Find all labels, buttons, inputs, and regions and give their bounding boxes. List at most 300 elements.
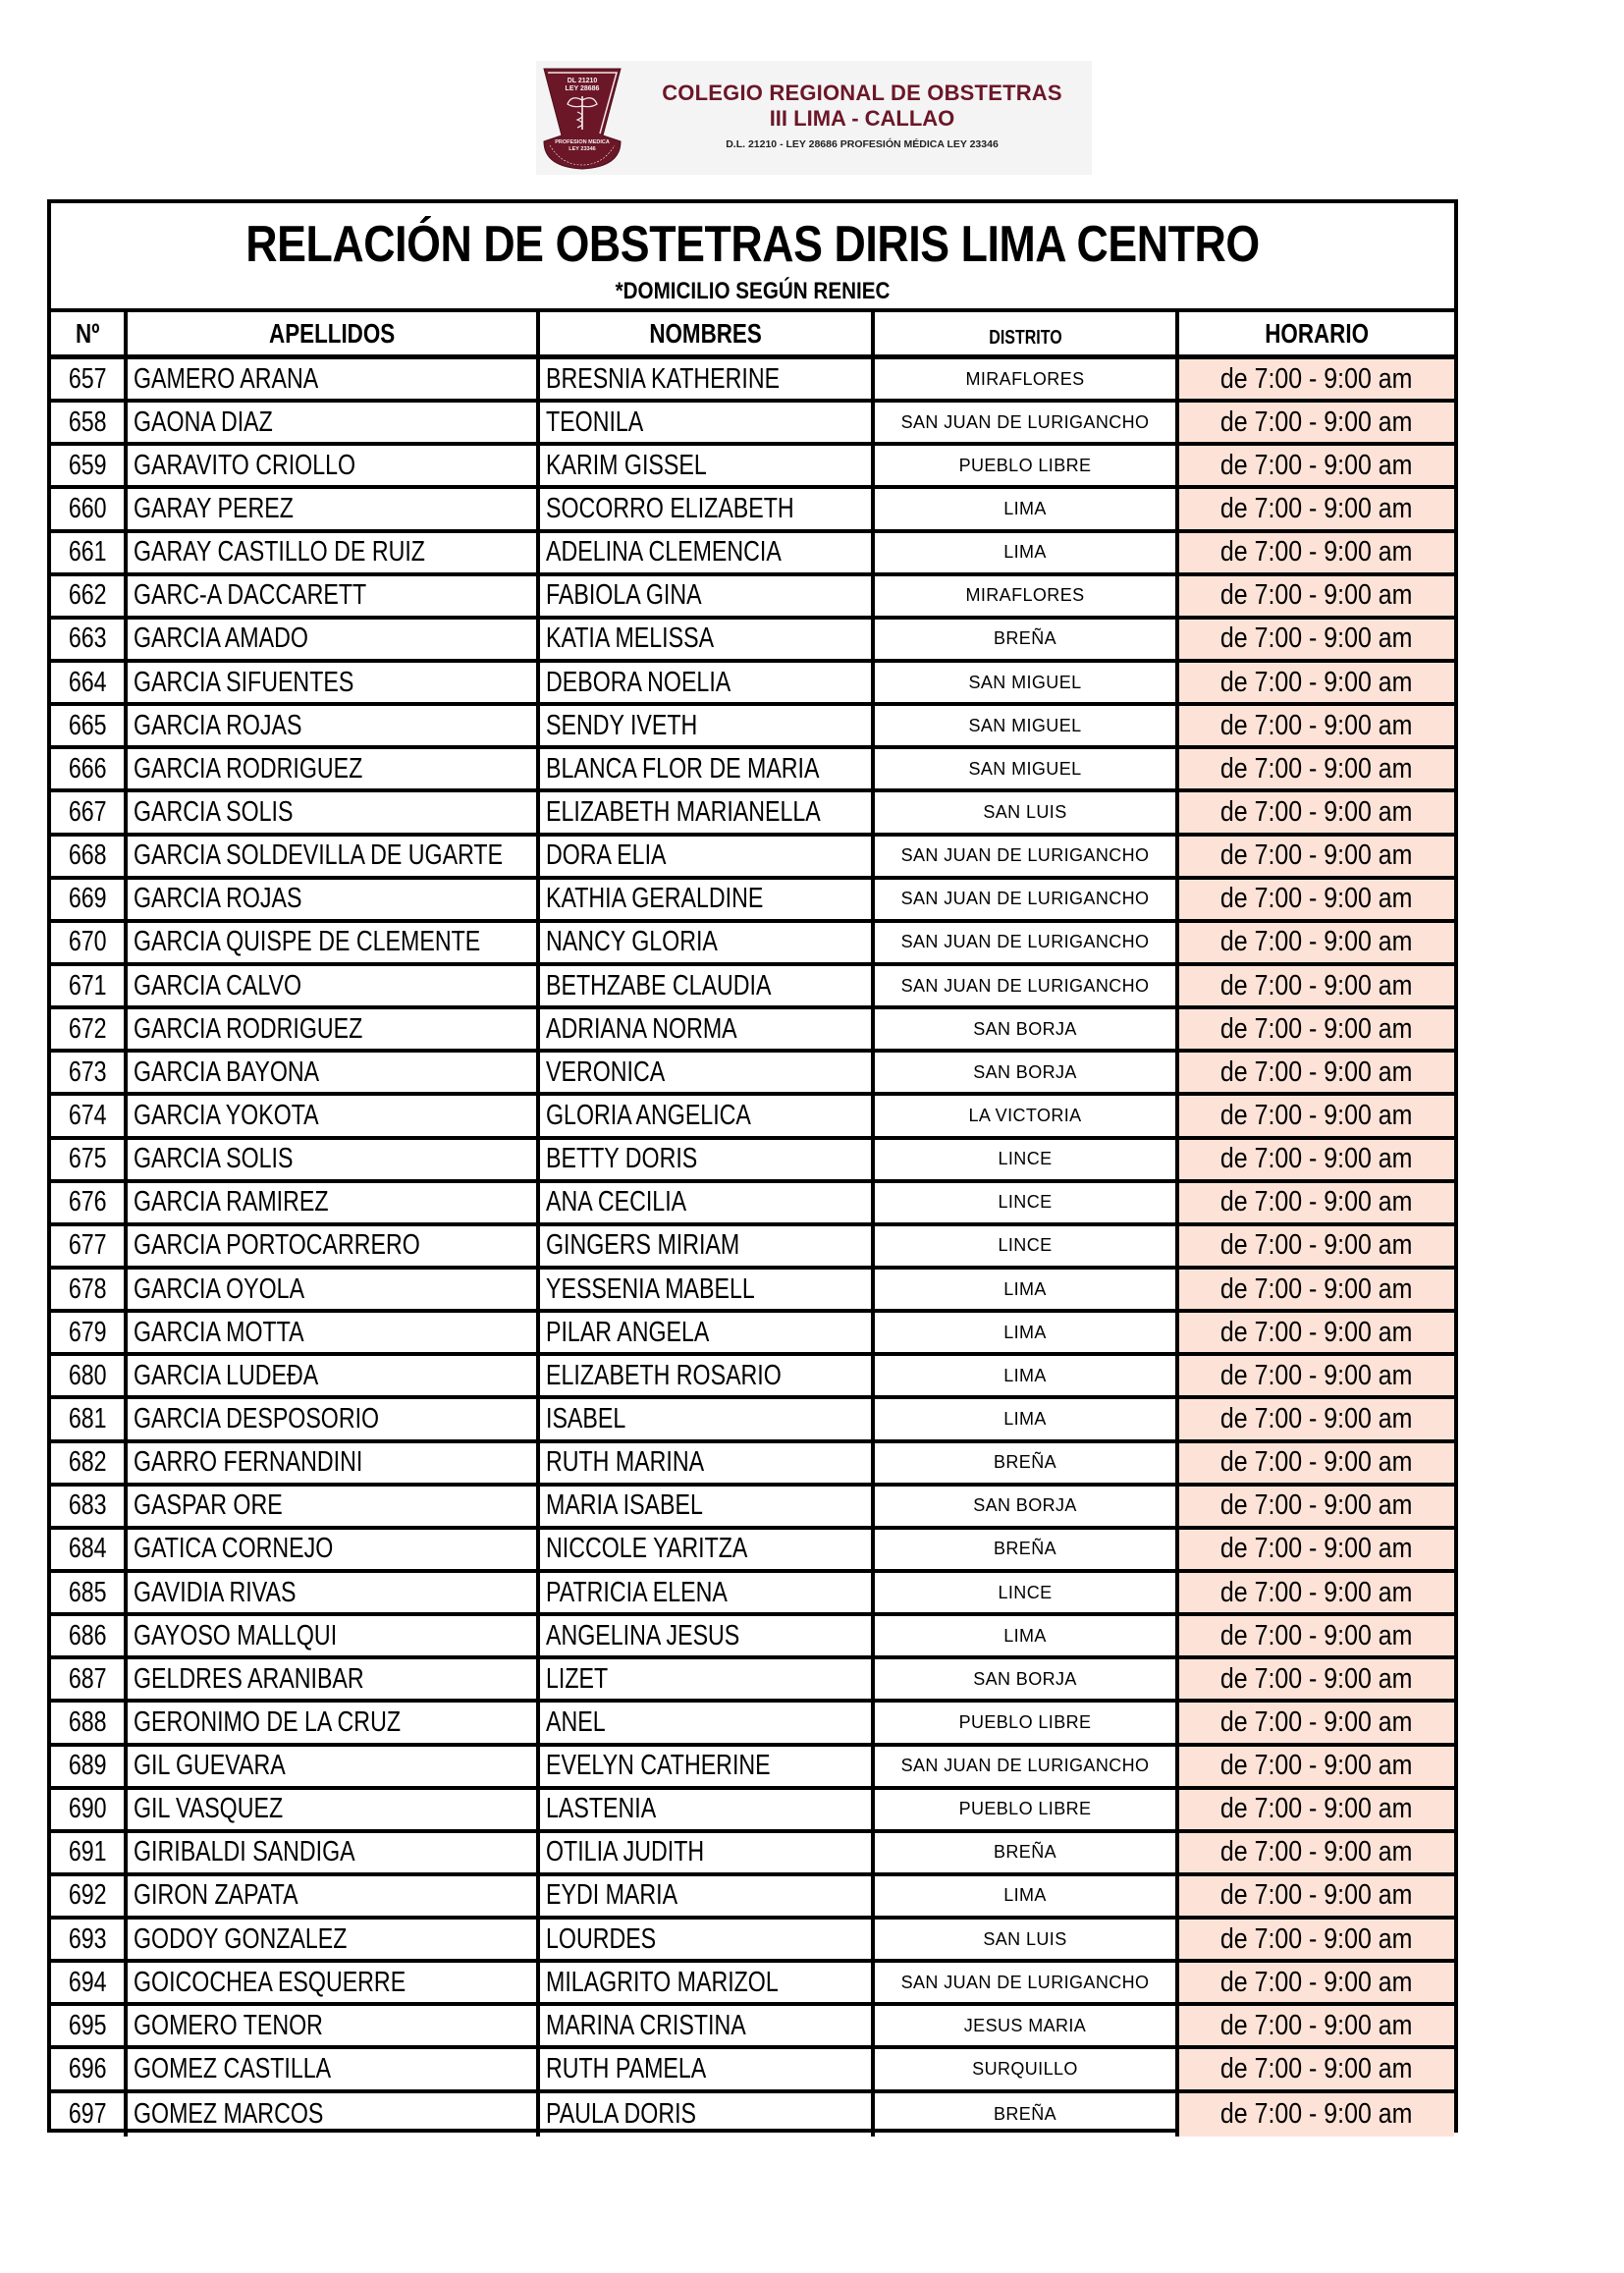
cell-no — [51, 2093, 128, 2137]
cell-distrito — [875, 1747, 1179, 1786]
cell-nombres-text: PATRICIA ELENA — [546, 1576, 728, 1608]
cell-apellidos-text: GIRIBALDI SANDIGA — [134, 1836, 355, 1868]
cell-horario-text: de 7:00 - 9:00 am — [1220, 1446, 1413, 1479]
cell-horario — [1179, 576, 1454, 616]
cell-horario — [1179, 966, 1454, 1005]
cell-no-text: 677 — [68, 1229, 107, 1262]
cell-nombres — [540, 1053, 875, 1092]
college-seal-logo — [542, 65, 623, 171]
cell-horario — [1179, 749, 1454, 788]
cell-distrito — [875, 1487, 1179, 1526]
cell-apellidos-text: GARCIA DESPOSORIO — [134, 1402, 380, 1434]
cell-apellidos-text: GOMEZ MARCOS — [134, 2098, 324, 2131]
cell-apellidos-text: GARC-A DACCARETT — [134, 579, 367, 612]
cell-apellidos — [128, 706, 540, 745]
table-row — [51, 1443, 1454, 1487]
cell-no — [51, 1313, 128, 1352]
cell-distrito — [875, 1053, 1179, 1092]
cell-no — [51, 749, 128, 788]
cell-no — [51, 1399, 128, 1438]
table-row — [51, 1226, 1454, 1270]
column-header-apellidos: APELLIDOS — [128, 312, 540, 354]
cell-nombres — [540, 1747, 875, 1786]
cell-no-text: 663 — [68, 622, 107, 655]
cell-nombres — [540, 1487, 875, 1526]
cell-apellidos-text: GARCIA CALVO — [134, 969, 302, 1001]
cell-distrito — [875, 1573, 1179, 1612]
cell-distrito-text: SAN LUIS — [983, 801, 1067, 822]
cell-nombres-text: KATHIA GERALDINE — [546, 883, 764, 915]
cell-horario-text: de 7:00 - 9:00 am — [1220, 579, 1413, 612]
cell-apellidos — [128, 1096, 540, 1135]
cell-apellidos-text: GASPAR ORE — [134, 1489, 283, 1522]
cell-distrito — [875, 1270, 1179, 1309]
cell-no — [51, 576, 128, 616]
cell-horario — [1179, 1659, 1454, 1699]
cell-apellidos-text: GARCIA SIFUENTES — [134, 666, 354, 698]
cell-apellidos — [128, 1399, 540, 1438]
cell-no-text: 689 — [68, 1750, 107, 1782]
cell-horario-text: de 7:00 - 9:00 am — [1220, 2098, 1413, 2131]
cell-apellidos — [128, 1616, 540, 1655]
cell-apellidos — [128, 403, 540, 442]
cell-apellidos-text: GIL VASQUEZ — [134, 1793, 284, 1825]
cell-no — [51, 1270, 128, 1309]
cell-apellidos — [128, 880, 540, 919]
cell-distrito-text: SURQUILLO — [972, 2059, 1078, 2080]
cell-no-text: 675 — [68, 1143, 107, 1175]
cell-nombres — [540, 403, 875, 442]
cell-no — [51, 2049, 128, 2088]
cell-distrito — [875, 1009, 1179, 1049]
cell-apellidos-text: GAONA DIAZ — [134, 406, 273, 438]
cell-nombres-text: PILAR ANGELA — [546, 1316, 710, 1348]
cell-nombres-text: GINGERS MIRIAM — [546, 1229, 740, 1262]
cell-horario — [1179, 1920, 1454, 1959]
cell-no-text: 664 — [68, 666, 107, 698]
table-row — [51, 2049, 1454, 2092]
cell-no-text: 691 — [68, 1836, 107, 1868]
cell-horario-text: de 7:00 - 9:00 am — [1220, 795, 1413, 828]
table-row — [51, 880, 1454, 923]
cell-no — [51, 620, 128, 659]
cell-no-text: 661 — [68, 536, 107, 568]
cell-no — [51, 446, 128, 485]
cell-apellidos — [128, 359, 540, 399]
cell-horario-text: de 7:00 - 9:00 am — [1220, 406, 1413, 438]
cell-apellidos-text: GARCIA ROJAS — [134, 709, 302, 741]
cell-no-text: 693 — [68, 1922, 107, 1955]
cell-horario — [1179, 1356, 1454, 1395]
cell-distrito — [875, 1616, 1179, 1655]
cell-nombres-text: YESSENIA MABELL — [546, 1272, 755, 1305]
cell-nombres — [540, 923, 875, 962]
table-row — [51, 1747, 1454, 1790]
table-row — [51, 359, 1454, 403]
cell-distrito-text: BREÑA — [993, 1452, 1056, 1473]
cell-distrito — [875, 966, 1179, 1005]
cell-nombres — [540, 620, 875, 659]
cell-distrito — [875, 533, 1179, 572]
cell-distrito-text: LINCE — [998, 1192, 1053, 1213]
cell-nombres — [540, 576, 875, 616]
cell-nombres — [540, 1790, 875, 1829]
cell-no-text: 666 — [68, 752, 107, 785]
cell-nombres-text: MILAGRITO MARIZOL — [546, 1966, 779, 1998]
cell-distrito — [875, 1356, 1179, 1395]
cell-no-text: 682 — [68, 1446, 107, 1479]
cell-nombres — [540, 1399, 875, 1438]
cell-apellidos — [128, 1487, 540, 1526]
cell-nombres-text: SOCORRO ELIZABETH — [546, 492, 794, 524]
cell-no — [51, 1659, 128, 1699]
cell-apellidos — [128, 1443, 540, 1483]
college-region: III LIMA - CALLAO — [769, 106, 955, 131]
cell-apellidos — [128, 663, 540, 702]
cell-apellidos-text: GIL GUEVARA — [134, 1750, 286, 1782]
cell-nombres — [540, 2049, 875, 2088]
cell-apellidos-text: GARCIA RODRIGUEZ — [134, 752, 363, 785]
cell-nombres — [540, 2093, 875, 2137]
cell-nombres-text: FABIOLA GINA — [546, 579, 702, 612]
cell-distrito-text: LINCE — [998, 1582, 1053, 1602]
cell-nombres — [540, 1616, 875, 1655]
cell-no — [51, 1616, 128, 1655]
cell-horario — [1179, 489, 1454, 528]
cell-apellidos-text: GELDRES ARANIBAR — [134, 1662, 364, 1695]
cell-nombres-text: BETHZABE CLAUDIA — [546, 969, 772, 1001]
cell-no-text: 660 — [68, 492, 107, 524]
table-row — [51, 1313, 1454, 1356]
cell-nombres — [540, 837, 875, 876]
cell-horario — [1179, 1530, 1454, 1569]
cell-horario-text: de 7:00 - 9:00 am — [1220, 709, 1413, 741]
cell-horario — [1179, 1833, 1454, 1872]
cell-nombres — [540, 2006, 875, 2045]
cell-nombres — [540, 1096, 875, 1135]
cell-distrito-text: SAN BORJA — [973, 1495, 1077, 1516]
cell-no — [51, 706, 128, 745]
table-row — [51, 620, 1454, 663]
cell-distrito — [875, 403, 1179, 442]
cell-nombres — [540, 489, 875, 528]
cell-horario-text: de 7:00 - 9:00 am — [1220, 1619, 1413, 1651]
cell-horario-text: de 7:00 - 9:00 am — [1220, 666, 1413, 698]
cell-nombres — [540, 792, 875, 832]
cell-horario — [1179, 620, 1454, 659]
cell-apellidos — [128, 792, 540, 832]
cell-horario — [1179, 837, 1454, 876]
table-row — [51, 1530, 1454, 1573]
cell-nombres — [540, 880, 875, 919]
cell-no-text: 679 — [68, 1316, 107, 1348]
cell-apellidos-text: GAMERO ARANA — [134, 362, 319, 395]
cell-apellidos — [128, 489, 540, 528]
cell-distrito-text: BREÑA — [993, 628, 1056, 649]
cell-no — [51, 2006, 128, 2045]
cell-horario — [1179, 359, 1454, 399]
cell-distrito — [875, 1876, 1179, 1916]
cell-no-text: 678 — [68, 1272, 107, 1305]
cell-nombres-text: OTILIA JUDITH — [546, 1836, 705, 1868]
svg-text:LEY 28686: LEY 28686 — [565, 85, 600, 92]
cell-apellidos — [128, 1313, 540, 1352]
cell-no-text: 658 — [68, 406, 107, 438]
cell-distrito — [875, 1920, 1179, 1959]
cell-horario — [1179, 1703, 1454, 1742]
cell-apellidos-text: GARAVITO CRIOLLO — [134, 449, 356, 481]
table-row — [51, 749, 1454, 792]
cell-horario-text: de 7:00 - 9:00 am — [1220, 1143, 1413, 1175]
cell-horario-text: de 7:00 - 9:00 am — [1220, 1836, 1413, 1868]
table-row — [51, 1270, 1454, 1313]
cell-no-text: 672 — [68, 1012, 107, 1045]
cell-nombres — [540, 1313, 875, 1352]
cell-no — [51, 966, 128, 1005]
cell-apellidos-text: GARAY PEREZ — [134, 492, 294, 524]
cell-horario-text: de 7:00 - 9:00 am — [1220, 1922, 1413, 1955]
cell-horario — [1179, 2006, 1454, 2045]
cell-distrito-text: SAN JUAN DE LURIGANCHO — [900, 975, 1150, 996]
cell-horario-text: de 7:00 - 9:00 am — [1220, 1099, 1413, 1131]
cell-nombres — [540, 1833, 875, 1872]
cell-apellidos — [128, 2093, 540, 2137]
cell-no — [51, 663, 128, 702]
cell-no — [51, 1833, 128, 1872]
cell-apellidos-text: GARRO FERNANDINI — [134, 1446, 363, 1479]
cell-distrito — [875, 1399, 1179, 1438]
cell-distrito-text: SAN MIGUEL — [968, 758, 1082, 779]
cell-distrito-text: LIMA — [1003, 1278, 1047, 1299]
cell-no-text: 694 — [68, 1966, 107, 1998]
table-row — [51, 1573, 1454, 1616]
cell-distrito-text: LINCE — [998, 1149, 1053, 1169]
cell-nombres-text: LASTENIA — [546, 1793, 657, 1825]
cell-apellidos — [128, 923, 540, 962]
cell-nombres — [540, 1876, 875, 1916]
cell-horario-text: de 7:00 - 9:00 am — [1220, 1272, 1413, 1305]
cell-no-text: 688 — [68, 1705, 107, 1738]
cell-nombres-text: GLORIA ANGELICA — [546, 1099, 751, 1131]
cell-horario-text: de 7:00 - 9:00 am — [1220, 1576, 1413, 1608]
cell-distrito — [875, 1963, 1179, 2002]
cell-no-text: 687 — [68, 1662, 107, 1695]
cell-apellidos-text: GARCIA SOLIS — [134, 795, 294, 828]
cell-distrito — [875, 923, 1179, 962]
cell-distrito — [875, 576, 1179, 616]
svg-text:DL 21210: DL 21210 — [567, 78, 598, 84]
cell-horario-text: de 7:00 - 9:00 am — [1220, 1402, 1413, 1434]
cell-apellidos-text: GARCIA YOKOTA — [134, 1099, 319, 1131]
cell-horario-text: de 7:00 - 9:00 am — [1220, 622, 1413, 655]
cell-apellidos — [128, 620, 540, 659]
cell-no-text: 662 — [68, 579, 107, 612]
cell-distrito-text: MIRAFLORES — [965, 585, 1085, 606]
cell-apellidos-text: GOMERO TENOR — [134, 2009, 323, 2041]
cell-no-text: 657 — [68, 362, 107, 395]
table-row — [51, 1356, 1454, 1399]
page-subtitle: *DOMICILIO SEGÚN RENIEC — [615, 278, 891, 304]
table-row — [51, 1487, 1454, 1530]
cell-no — [51, 533, 128, 572]
cell-no-text: 671 — [68, 969, 107, 1001]
cell-apellidos-text: GARCIA LUDEĐA — [134, 1359, 319, 1391]
cell-no-text: 674 — [68, 1099, 107, 1131]
cell-horario-text: de 7:00 - 9:00 am — [1220, 362, 1413, 395]
table-header-row — [51, 312, 1454, 359]
cell-apellidos — [128, 966, 540, 1005]
cell-nombres-text: ADELINA CLEMENCIA — [546, 536, 782, 568]
cell-distrito-text: SAN JUAN DE LURIGANCHO — [900, 845, 1150, 866]
table-row — [51, 1703, 1454, 1746]
cell-no-text: 696 — [68, 2053, 107, 2085]
svg-text:LEY 23346: LEY 23346 — [568, 146, 596, 152]
cell-no — [51, 1703, 128, 1742]
cell-no-text: 692 — [68, 1879, 107, 1912]
cell-apellidos-text: GARCIA SOLDEVILLA DE UGARTE — [134, 839, 504, 872]
cell-apellidos — [128, 1530, 540, 1569]
cell-distrito — [875, 663, 1179, 702]
cell-distrito-text: SAN JUAN DE LURIGANCHO — [900, 1756, 1150, 1776]
cell-nombres-text: ELIZABETH MARIANELLA — [546, 795, 821, 828]
cell-distrito — [875, 1530, 1179, 1569]
cell-distrito-text: LA VICTORIA — [968, 1105, 1082, 1125]
cell-apellidos-text: GERONIMO DE LA CRUZ — [134, 1705, 401, 1738]
table-row — [51, 446, 1454, 489]
cell-no — [51, 1747, 128, 1786]
cell-apellidos-text: GARCIA AMADO — [134, 622, 308, 655]
column-header-distrito: DISTRITO — [875, 312, 1179, 354]
cell-apellidos-text: GIRON ZAPATA — [134, 1879, 298, 1912]
cell-horario — [1179, 1009, 1454, 1049]
cell-distrito-text: BREÑA — [993, 2104, 1056, 2125]
cell-apellidos — [128, 1356, 540, 1395]
cell-apellidos-text: GARCIA SOLIS — [134, 1143, 294, 1175]
cell-nombres — [540, 749, 875, 788]
cell-no-text: 680 — [68, 1359, 107, 1391]
cell-distrito — [875, 2093, 1179, 2137]
table-row — [51, 533, 1454, 576]
cell-distrito — [875, 1659, 1179, 1699]
cell-horario — [1179, 446, 1454, 485]
cell-distrito-text: LIMA — [1003, 1365, 1047, 1385]
table-row — [51, 663, 1454, 706]
cell-distrito-text: JESUS MARIA — [963, 2015, 1087, 2035]
cell-distrito — [875, 1790, 1179, 1829]
cell-distrito — [875, 620, 1179, 659]
cell-nombres — [540, 966, 875, 1005]
cell-distrito-text: LIMA — [1003, 498, 1047, 518]
cell-nombres — [540, 663, 875, 702]
cell-horario-text: de 7:00 - 9:00 am — [1220, 1705, 1413, 1738]
cell-distrito — [875, 2049, 1179, 2088]
cell-apellidos — [128, 1270, 540, 1309]
cell-horario-text: de 7:00 - 9:00 am — [1220, 2009, 1413, 2041]
table-row — [51, 1009, 1454, 1053]
table-row — [51, 1659, 1454, 1703]
cell-no — [51, 403, 128, 442]
table-row — [51, 1140, 1454, 1183]
cell-no — [51, 1876, 128, 1916]
cell-horario — [1179, 1053, 1454, 1092]
cell-nombres — [540, 446, 875, 485]
cell-no-text: 685 — [68, 1576, 107, 1608]
cell-apellidos — [128, 533, 540, 572]
page-title: RELACIÓN DE OBSTETRAS DIRIS LIMA CENTRO — [245, 216, 1260, 273]
cell-apellidos — [128, 1573, 540, 1612]
cell-nombres — [540, 1270, 875, 1309]
cell-nombres — [540, 533, 875, 572]
cell-apellidos — [128, 1009, 540, 1049]
cell-no-text: 673 — [68, 1055, 107, 1088]
cell-apellidos — [128, 1876, 540, 1916]
cell-nombres-text: BLANCA FLOR DE MARIA — [546, 752, 820, 785]
cell-horario — [1179, 1747, 1454, 1786]
cell-no-text: 697 — [68, 2098, 107, 2131]
cell-apellidos-text: GARCIA MOTTA — [134, 1316, 304, 1348]
table-row — [51, 1920, 1454, 1963]
cell-no — [51, 1920, 128, 1959]
cell-horario-text: de 7:00 - 9:00 am — [1220, 883, 1413, 915]
cell-horario — [1179, 1226, 1454, 1266]
cell-no-text: 669 — [68, 883, 107, 915]
cell-nombres-text: VERONICA — [546, 1055, 666, 1088]
cell-no — [51, 1487, 128, 1526]
cell-nombres — [540, 1183, 875, 1222]
cell-no — [51, 1963, 128, 2002]
cell-apellidos-text: GARCIA PORTOCARRERO — [134, 1229, 420, 1262]
cell-horario — [1179, 1313, 1454, 1352]
cell-no-text: 665 — [68, 709, 107, 741]
cell-horario-text: de 7:00 - 9:00 am — [1220, 752, 1413, 785]
cell-nombres — [540, 1963, 875, 2002]
cell-nombres-text: BETTY DORIS — [546, 1143, 698, 1175]
cell-horario — [1179, 1790, 1454, 1829]
cell-apellidos — [128, 1963, 540, 2002]
cell-nombres-text: KARIM GISSEL — [546, 449, 707, 481]
cell-distrito-text: LIMA — [1003, 1408, 1047, 1429]
cell-apellidos-text: GARCIA RODRIGUEZ — [134, 1012, 363, 1045]
cell-apellidos — [128, 1140, 540, 1179]
cell-horario-text: de 7:00 - 9:00 am — [1220, 492, 1413, 524]
cell-horario — [1179, 880, 1454, 919]
cell-nombres-text: ANA CECILIA — [546, 1186, 687, 1218]
cell-apellidos-text: GARCIA RAMIREZ — [134, 1186, 329, 1218]
cell-horario-text: de 7:00 - 9:00 am — [1220, 1750, 1413, 1782]
cell-horario — [1179, 2093, 1454, 2137]
cell-apellidos — [128, 2049, 540, 2088]
cell-no-text: 683 — [68, 1489, 107, 1522]
cell-no — [51, 1530, 128, 1569]
cell-distrito — [875, 880, 1179, 919]
cell-distrito — [875, 359, 1179, 399]
cell-nombres — [540, 1009, 875, 1049]
cell-apellidos-text: GARCIA BAYONA — [134, 1055, 320, 1088]
cell-horario — [1179, 1183, 1454, 1222]
cell-nombres-text: LOURDES — [546, 1922, 657, 1955]
cell-no — [51, 1790, 128, 1829]
cell-no-text: 668 — [68, 839, 107, 872]
table-row — [51, 1096, 1454, 1139]
cell-nombres-text: ANGELINA JESUS — [546, 1619, 740, 1651]
cell-nombres-text: ADRIANA NORMA — [546, 1012, 737, 1045]
svg-text:PROFESION MEDICA: PROFESION MEDICA — [555, 139, 610, 145]
cell-apellidos-text: GAVIDIA RIVAS — [134, 1576, 297, 1608]
cell-apellidos-text: GOICOCHEA ESQUERRE — [134, 1966, 406, 1998]
cell-no — [51, 1356, 128, 1395]
table-row — [51, 1053, 1454, 1096]
cell-no — [51, 1443, 128, 1483]
